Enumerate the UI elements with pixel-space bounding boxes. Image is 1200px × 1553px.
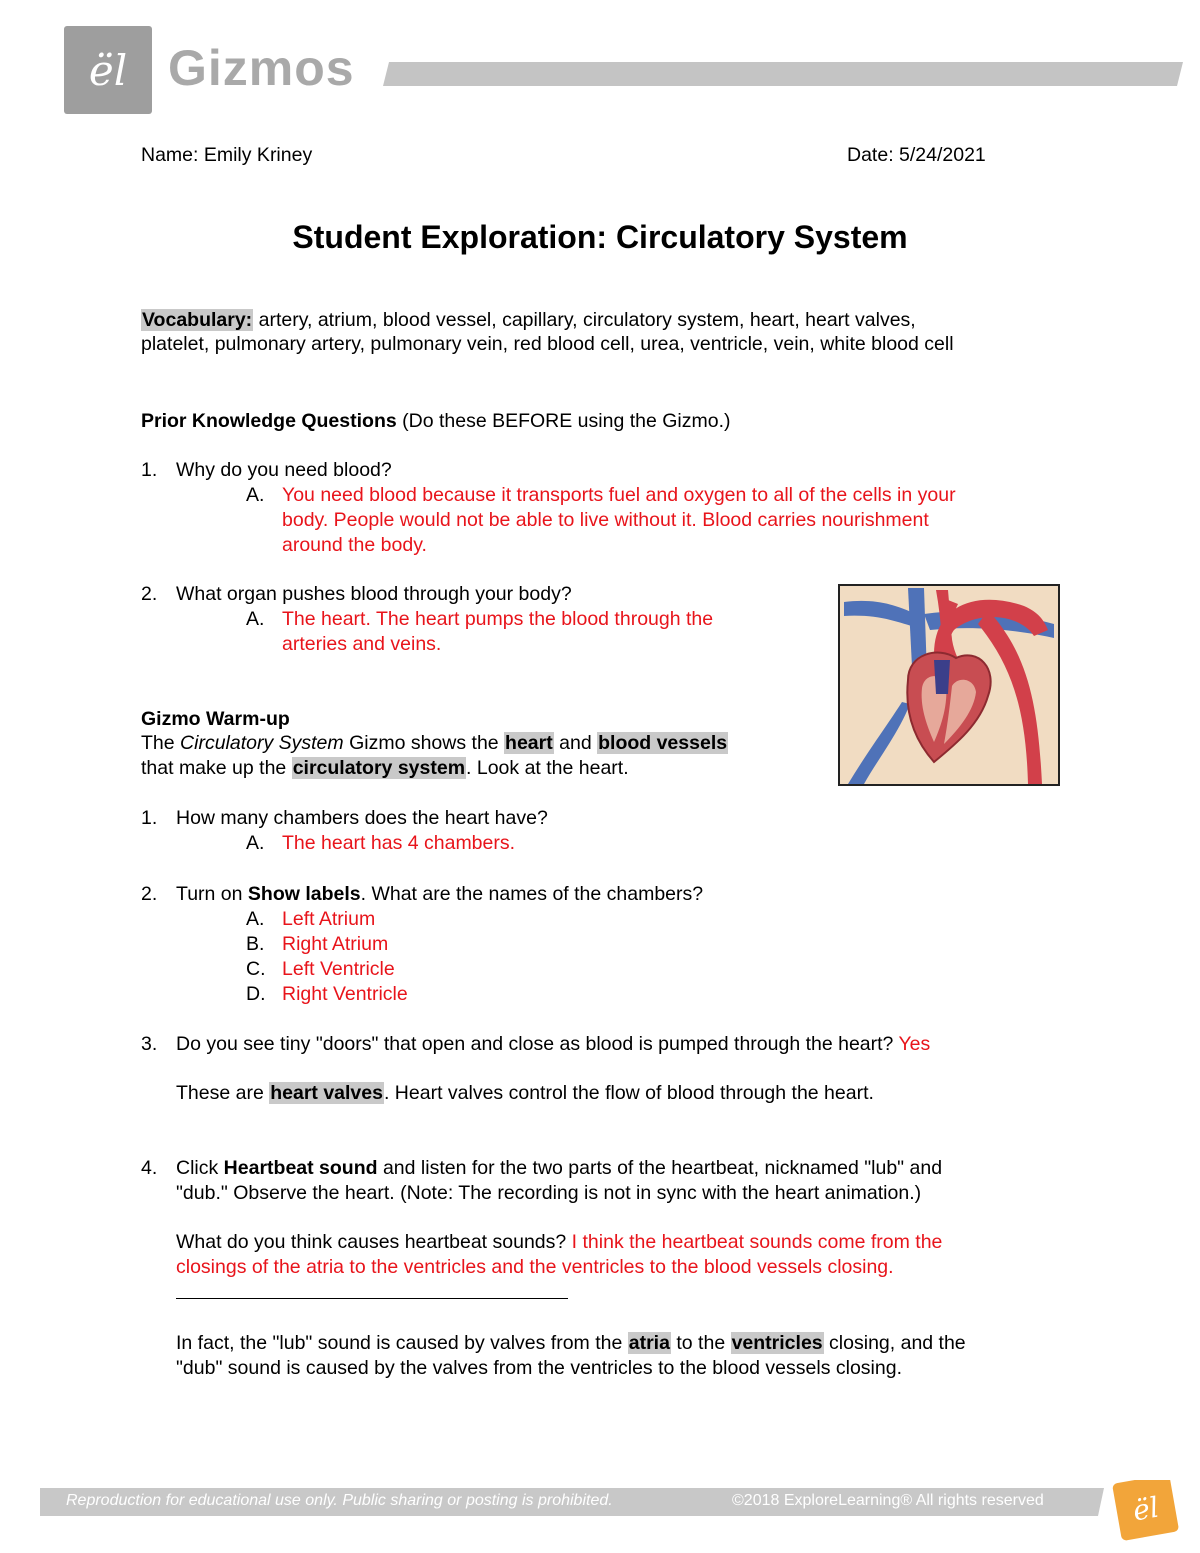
vocab-term-circulatory-system: circulatory system <box>292 757 466 779</box>
question-text <box>176 1156 942 1181</box>
vocabulary-terms-2: platelet, pulmonary artery, pulmonary vein, red blood cell, urea, ventricle, vein, white blood cell <box>141 333 954 355</box>
answer-line: You need blood because it transports fuel and oxygen to all of the cells in your <box>282 484 956 506</box>
vocab-term-ventricles: ventricles <box>731 1332 823 1354</box>
warmup-q4 <box>0 1156 1200 1181</box>
vocabulary-terms-1: artery, atrium, blood vessel, capillary, circulatory system, heart, heart valves, <box>253 309 916 331</box>
control-name: Show labels <box>247 883 361 905</box>
warmup-intro-line-2 <box>141 756 629 781</box>
answer-letter: A. <box>246 484 265 506</box>
question-part: . What are the names of the chambers? <box>360 883 704 905</box>
answer-text: Right Atrium <box>282 933 389 955</box>
footer-copyright: ©2018 ExploreLearning® All rights reserved <box>732 1492 1044 1509</box>
heartbeat-question <box>176 1230 942 1255</box>
answer-text: Left Atrium <box>282 908 376 930</box>
answer-line: arteries and veins. <box>282 633 442 655</box>
question-number: 3. <box>141 1033 158 1055</box>
fact-line-1 <box>176 1331 966 1356</box>
vocab-term-atria: atria <box>628 1332 670 1354</box>
intro-text: and <box>553 732 598 754</box>
question-part: What do you think causes heartbeat sounds? <box>176 1231 572 1253</box>
note-text: These are <box>176 1082 270 1104</box>
vocab-term-heart: heart <box>505 732 553 754</box>
answer-letter: A. <box>246 608 265 630</box>
answer-underline <box>176 1298 568 1299</box>
prior-heading-label: Prior Knowledge Questions <box>141 410 397 432</box>
warmup-intro-line-1 <box>141 731 728 756</box>
question-part: Click <box>176 1157 224 1179</box>
question-number: 2. <box>141 883 158 905</box>
heart-illustration <box>838 584 1060 786</box>
prior-note: (Do these BEFORE using the Gizmo.) <box>396 410 731 432</box>
answer-text: Right Ventricle <box>282 983 408 1005</box>
svg-text:ël: ël <box>1130 1490 1162 1528</box>
control-name: Heartbeat sound <box>223 1157 378 1179</box>
prior-knowledge-heading <box>141 409 731 434</box>
footer-notice: Reproduction for educational use only. Public sharing or posting is prohibited. <box>66 1492 613 1509</box>
gizmo-name: Circulatory System <box>180 732 344 754</box>
question-number: 2. <box>141 583 158 605</box>
note-text: . Heart valves control the flow of blood through the heart. <box>383 1082 874 1104</box>
intro-text: Gizmo shows the <box>343 732 505 754</box>
prior-q2 <box>0 582 800 607</box>
warmup-heading <box>141 707 290 732</box>
student-name: Name: Emily Kriney <box>141 144 313 166</box>
question-text-line-2: "dub." Observe the heart. (Note: The recording is not in sync with the heart animation.) <box>176 1182 922 1204</box>
answer-line: The heart. The heart pumps the blood through the <box>282 608 714 630</box>
prior-q1 <box>0 458 1200 483</box>
question-text <box>176 882 703 907</box>
warmup-heading-label: Gizmo Warm-up <box>141 708 290 730</box>
answer-line: around the body. <box>282 534 427 556</box>
footer-badge-icon <box>1112 1480 1179 1541</box>
question-part: and listen for the two parts of the heartbeat, nicknamed "lub" and <box>377 1157 943 1179</box>
heart-valves-note <box>176 1081 874 1106</box>
question-part: Turn on <box>176 883 248 905</box>
date: Date: 5/24/2021 <box>847 144 986 166</box>
fact-text: closing, and the <box>823 1332 966 1354</box>
question-text: How many chambers does the heart have? <box>176 807 548 829</box>
intro-text: that make up the <box>141 757 292 779</box>
warmup-q3 <box>0 1032 1200 1057</box>
answer-text: I think the heartbeat sounds come from the <box>571 1231 943 1253</box>
prior-q2-answer <box>0 607 800 657</box>
answer-letter: B. <box>246 933 265 955</box>
brand-name: Gizmos <box>168 40 355 96</box>
fact-text: In fact, the "lub" sound is caused by valves from the <box>176 1332 628 1354</box>
question-text: Why do you need blood? <box>176 459 392 481</box>
intro-text: The <box>141 732 181 754</box>
answer-letter: D. <box>246 983 266 1005</box>
vocab-term-heart-valves: heart valves <box>270 1082 383 1104</box>
question-text: What organ pushes blood through your body? <box>176 583 572 605</box>
question-part: Do you see tiny "doors" that open and close as blood is pumped through the heart? <box>176 1033 899 1055</box>
header-bar <box>383 62 1183 86</box>
gizmos-logo <box>64 26 152 114</box>
question-number: 4. <box>141 1157 158 1179</box>
answer-text: The heart has 4 chambers. <box>282 832 516 854</box>
answer-letter: A. <box>246 832 265 854</box>
answer-line: body. People would not be able to live without it. Blood carries nourishment <box>282 509 929 531</box>
answer-text: Yes <box>898 1033 931 1055</box>
question-text <box>176 1032 930 1057</box>
answer-text: Left Ventricle <box>282 958 395 980</box>
vocabulary-line-1 <box>141 308 916 333</box>
question-number: 1. <box>141 807 158 829</box>
fact-line-2: "dub" sound is caused by the valves from the ventricles to the blood vessels closing. <box>176 1357 902 1379</box>
answer-letter: A. <box>246 908 265 930</box>
prior-q1-answer <box>0 483 1200 558</box>
intro-text: . Look at the heart. <box>466 757 629 779</box>
page-title: Student Exploration: Circulatory System <box>292 219 908 255</box>
answer-letter: C. <box>246 958 266 980</box>
answer-text-line-2: closings of the atria to the ventricles and the ventricles to the blood vessels closing. <box>176 1256 894 1278</box>
warmup-q2 <box>0 882 1200 1007</box>
warmup-q1 <box>0 806 1200 856</box>
fact-text: to the <box>670 1332 731 1354</box>
vocab-term-blood-vessels: blood vessels <box>598 732 728 754</box>
vocabulary-label: Vocabulary: <box>142 309 253 331</box>
question-number: 1. <box>141 459 158 481</box>
logo-glyph: ël <box>88 45 128 95</box>
